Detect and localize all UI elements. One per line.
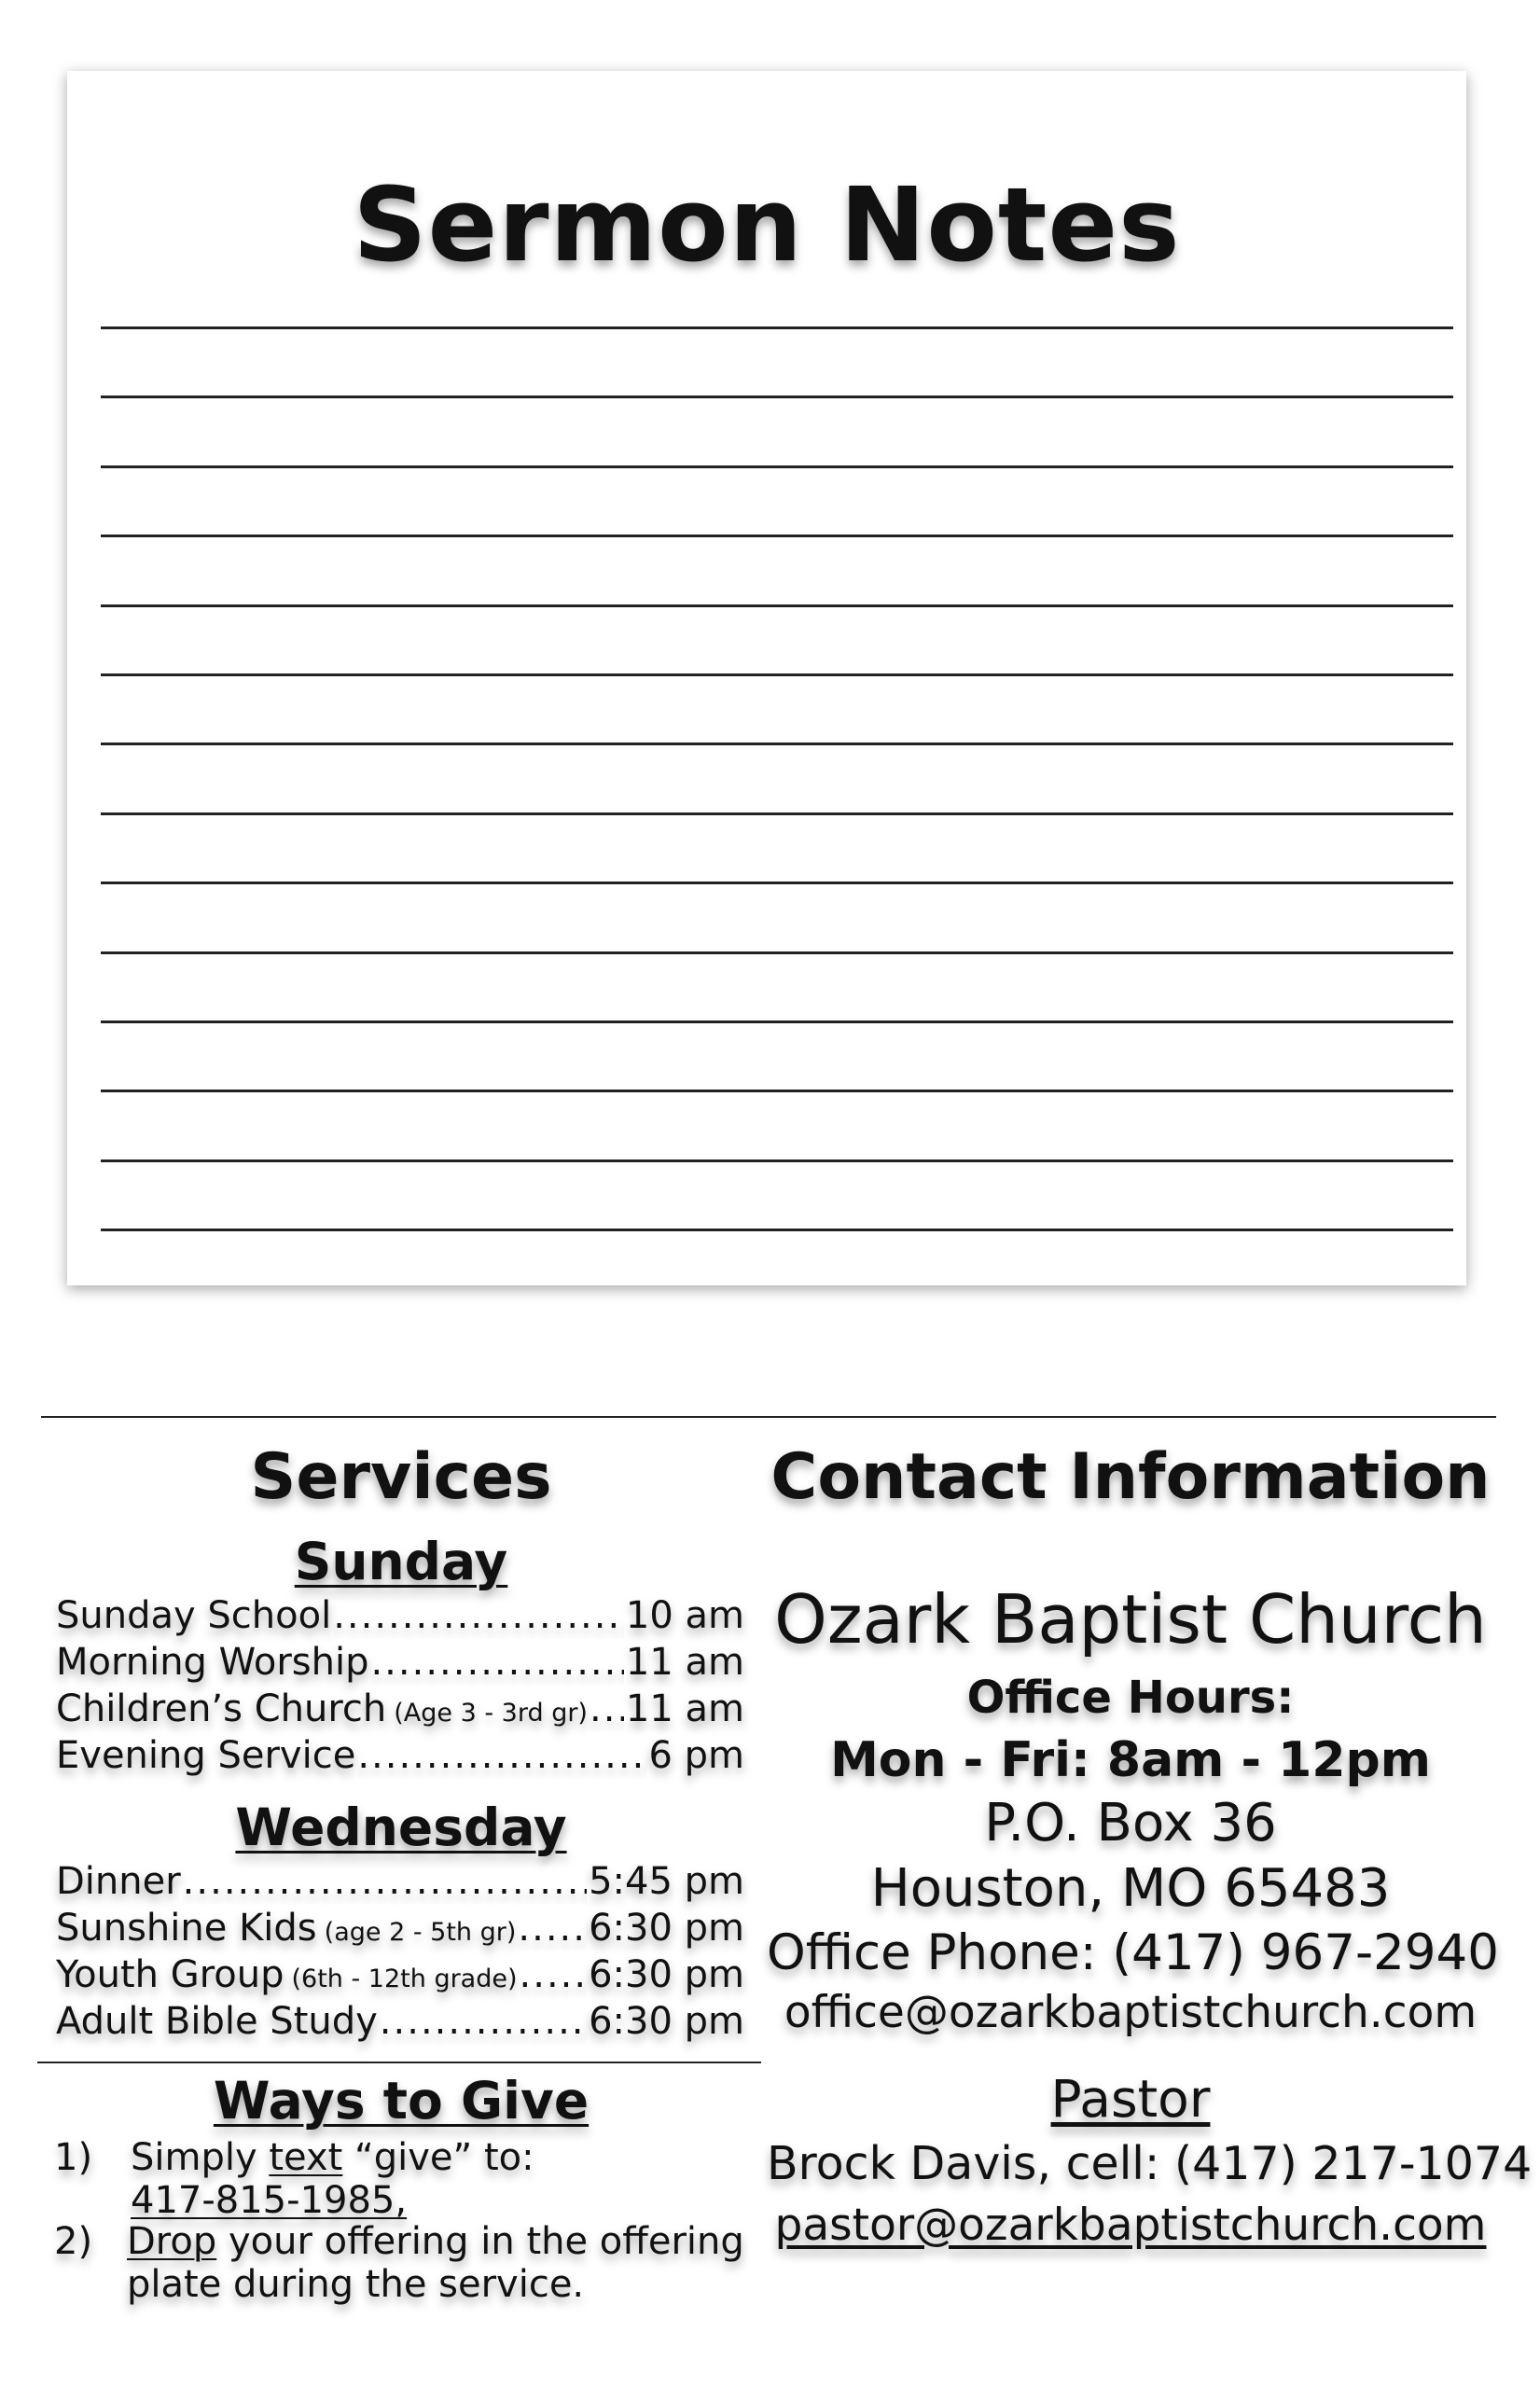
note-line bbox=[101, 465, 1453, 468]
note-line bbox=[101, 812, 1453, 815]
service-row-adult-bible-study bbox=[56, 1998, 744, 2045]
city-address: Houston, MO 65483 bbox=[870, 1858, 1391, 1919]
service-row-evening-service bbox=[56, 1732, 744, 1779]
pastor-email[interactable]: pastor@ozarkbaptistchurch.com bbox=[774, 2200, 1487, 2251]
service-note: (Age 3 - 3rd gr) bbox=[394, 1699, 588, 1728]
give-item-2 bbox=[127, 2220, 746, 2306]
office-hours: Mon - Fri: 8am - 12pm bbox=[830, 1732, 1431, 1788]
contact-heading: Contact Information bbox=[770, 1440, 1491, 1514]
drop-link[interactable]: Drop bbox=[127, 2220, 217, 2263]
service-time: 6:30 pm bbox=[589, 2000, 744, 2043]
service-time: 11 am bbox=[625, 1687, 744, 1730]
pastor-contact: Brock Davis, cell: (417) 217-1074 bbox=[767, 2137, 1533, 2190]
note-line bbox=[101, 1020, 1453, 1023]
service-name: Youth Group bbox=[56, 1953, 284, 1996]
section-divider bbox=[41, 1416, 1496, 1418]
service-row-morning-worship bbox=[56, 1639, 744, 1686]
services-heading: Services bbox=[250, 1440, 552, 1514]
service-note: (6th - 12th grade) bbox=[291, 1965, 518, 1993]
service-time: 6:30 pm bbox=[589, 1907, 744, 1950]
service-time: 10 am bbox=[625, 1594, 744, 1637]
service-row-childrens-church bbox=[56, 1686, 744, 1732]
service-name: Morning Worship bbox=[56, 1641, 369, 1684]
ways-to-give-heading: Ways to Give bbox=[213, 2071, 590, 2131]
service-row-sunshine-kids bbox=[56, 1905, 744, 1951]
note-line bbox=[101, 604, 1453, 607]
service-name: Evening Service bbox=[56, 1734, 356, 1777]
service-name: Sunshine Kids bbox=[56, 1907, 317, 1950]
po-box: P.O. Box 36 bbox=[984, 1793, 1277, 1853]
sermon-notes-title: Sermon Notes bbox=[353, 165, 1181, 285]
wednesday-heading: Wednesday bbox=[235, 1798, 567, 1857]
service-time: 6 pm bbox=[648, 1734, 744, 1777]
note-line bbox=[101, 951, 1453, 954]
service-row-dinner bbox=[56, 1858, 744, 1905]
note-line bbox=[101, 673, 1453, 676]
service-time: 6:30 pm bbox=[589, 1953, 744, 1996]
note-line bbox=[101, 1229, 1453, 1231]
give-item-2-text: your offering in the offering plate during the service. bbox=[127, 2220, 744, 2306]
note-line bbox=[101, 743, 1453, 745]
service-row-sunday-school bbox=[56, 1592, 744, 1639]
service-note: (age 2 - 5th gr) bbox=[324, 1918, 517, 1947]
office-hours-label: Office Hours: bbox=[966, 1672, 1295, 1724]
service-name: Adult Bible Study bbox=[56, 2000, 378, 2043]
give-divider bbox=[37, 2062, 761, 2063]
give-item-1-text: “give” to: bbox=[342, 2136, 534, 2179]
note-line bbox=[101, 882, 1453, 884]
give-item-1-text: Simply bbox=[131, 2136, 270, 2179]
service-name: Sunday School bbox=[56, 1594, 332, 1637]
note-line bbox=[101, 1090, 1453, 1092]
text-link[interactable]: text bbox=[269, 2136, 343, 2179]
sermon-notes-card bbox=[67, 71, 1466, 1285]
sunday-heading: Sunday bbox=[294, 1532, 508, 1591]
service-name: Dinner bbox=[56, 1860, 181, 1903]
note-line bbox=[101, 535, 1453, 537]
service-row-youth-group bbox=[56, 1951, 744, 1998]
give-item-1 bbox=[131, 2136, 746, 2222]
office-phone: Office Phone: (417) 967-2940 bbox=[767, 1924, 1499, 1981]
service-name: Children’s Church bbox=[56, 1687, 387, 1730]
pastor-heading: Pastor bbox=[1050, 2069, 1211, 2129]
note-line bbox=[101, 326, 1453, 329]
office-email[interactable]: office@ozarkbaptistchurch.com bbox=[784, 1987, 1478, 2038]
note-line bbox=[101, 1159, 1453, 1162]
give-item-2-number: 2) bbox=[54, 2220, 93, 2263]
service-time: 5:45 pm bbox=[589, 1860, 744, 1903]
church-name: Ozark Baptist Church bbox=[774, 1580, 1487, 1659]
note-line bbox=[101, 396, 1453, 398]
give-item-1-number: 1) bbox=[54, 2136, 93, 2179]
service-time: 11 am bbox=[625, 1641, 744, 1684]
give-phone-link[interactable]: 417-815-1985, bbox=[131, 2179, 408, 2222]
